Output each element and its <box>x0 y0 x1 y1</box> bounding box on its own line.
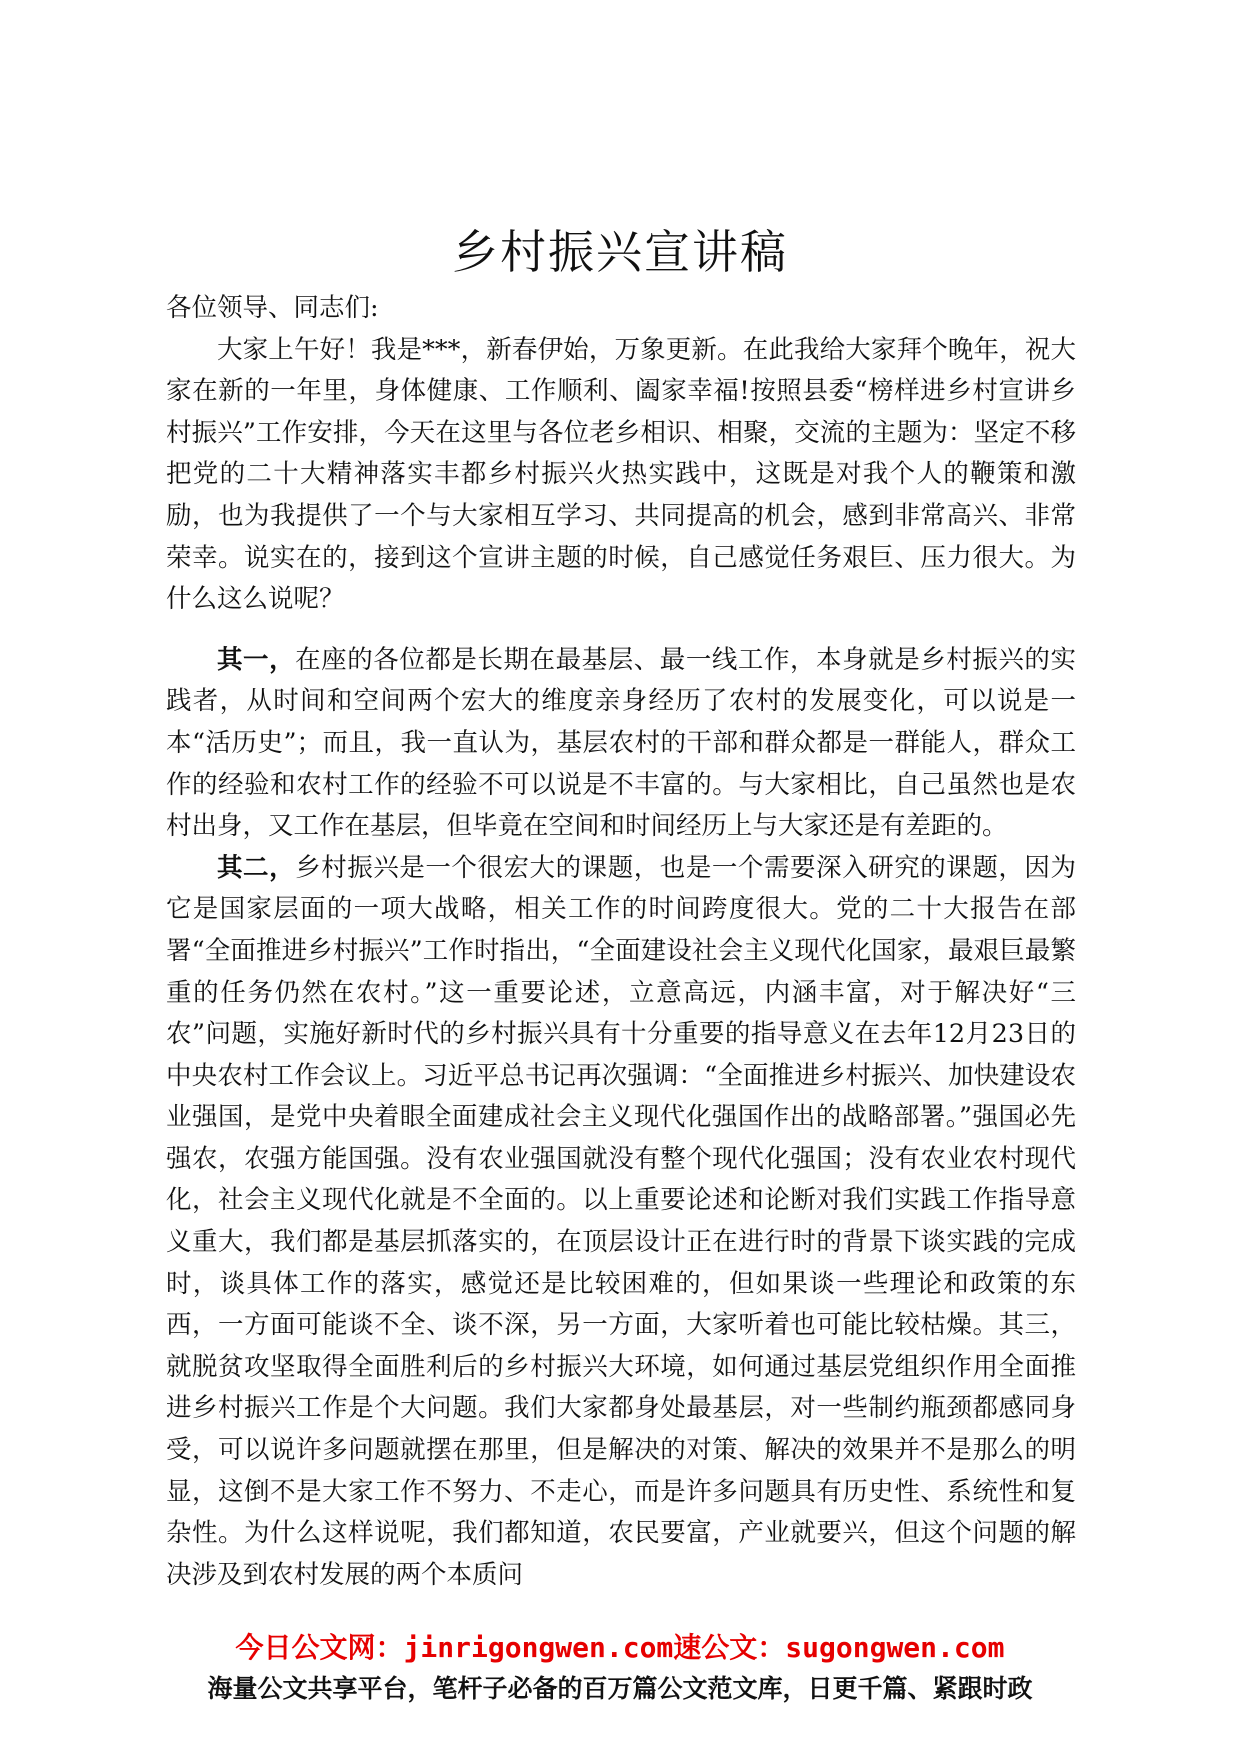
paragraph-first-point-text: 在座的各位都是长期在最基层、最一线工作，本身就是乡村振兴的实践者，从时间和空间两个宏大的维度亲身经历了农村的发展变化，可以说是一本“活历史”；而且，我一直认为，基层农村的干部和群众都是一群能人，群众工作的经验和农村工作的经验不可以说是不丰富的。与大家相比，自己虽然也是农村出身，又工作在基层，但毕竟在空间和时间经历上与大家还是有差距的。 <box>166 644 1076 842</box>
footer-site1-name: 今日公文网： <box>235 1631 404 1664</box>
paragraph-second-point <box>166 848 1076 1597</box>
footer-sites <box>0 1630 1240 1666</box>
salutation: 各位领导、同志们: <box>166 293 379 323</box>
paragraph-second-point-lead: 其二， <box>217 852 296 883</box>
footer-site1-url[interactable]: jinrigongwen.com <box>403 1631 674 1664</box>
paragraph-second-point-text: 乡村振兴是一个很宏大的课题，也是一个需要深入研究的课题，因为它是国家层面的一项大战略，相关工作的时间跨度很大。党的二十大报告在部署“全面推进乡村振兴”工作时指出，“全面建设社会主义现代化国家，最艰巨最繁重的任务仍然在农村。”这一重要论述，立意高远，内涵丰富，对于解决好“三农”问题，实施好新时代的乡村振兴具有十分重要的指导意义在去年12月23日的中央农村工作会议上。习近平总书记再次强调：“全面推进乡村振兴、加快建设农业强国，是党中央着眼全面建成社会主义现代化强国作出的战略部署。”强国必先强农，农强方能国强。没有农业强国就没有整个现代化强国；没有农业农村现代化，社会主义现代化就是不全面的。以上重要论述和论断对我们实践工作指导意义重大，我们都是基层抓落实的，在顶层设计正在进行时的背景下谈实践的完成时，谈具体工作的落实，感觉还是比较困难的，但如果谈一些理论和政策的东西，一方面可能谈不全、谈不深，另一方面，大家听着也可能比较枯燥。其三，就脱贫攻坚取得全面胜利后的乡村振兴大环境，如何通过基层党组织作用全面推进乡村振兴工作是个大问题。我们大家都身处最基层，对一些制约瓶颈都感同身受，可以说许多问题就摆在那里，但是解决的对策、解决的效果并不是那么的明显，这倒不是大家工作不努力、不走心，而是许多问题具有历史性、系统性和复杂性。为什么这样说呢，我们都知道，农民要富，产业就要兴，但这个问题的解决涉及到农村发展的两个本质问 <box>166 852 1076 1590</box>
paragraph-intro <box>166 330 1076 621</box>
footer-site2-url[interactable]: sugongwen.com <box>785 1631 1005 1664</box>
paragraph-first-point <box>166 640 1076 848</box>
paragraph-first-point-lead: 其一， <box>217 644 296 675</box>
footer-site2-name: 速公文： <box>673 1631 786 1664</box>
document-title: 乡村振兴宣讲稿 <box>452 225 788 279</box>
footer-slogan: 海量公文共享平台，笔杆子必备的百万篇公文范文库，日更千篇、紧跟时政 <box>207 1674 1033 1703</box>
paragraph-intro-text: 大家上午好！我是***，新春伊始，万象更新。在此我给大家拜个晚年，祝大家在新的一年里，身体健康、工作顺利、阖家幸福!按照县委“榜样进乡村宣讲乡村振兴”工作安排，今天在这里与各位老乡相识、相聚，交流的主题为：坚定不移把党的二十大精神落实丰都乡村振兴火热实践中，这既是对我个人的鞭策和激励，也为我提供了一个与大家相互学习、共同提高的机会，感到非常高兴、非常荣幸。说实在的，接到这个宣讲主题的时候，自己感觉任务艰巨、压力很大。为什么这么说呢？ <box>166 334 1076 615</box>
document-body <box>166 288 1076 1596</box>
